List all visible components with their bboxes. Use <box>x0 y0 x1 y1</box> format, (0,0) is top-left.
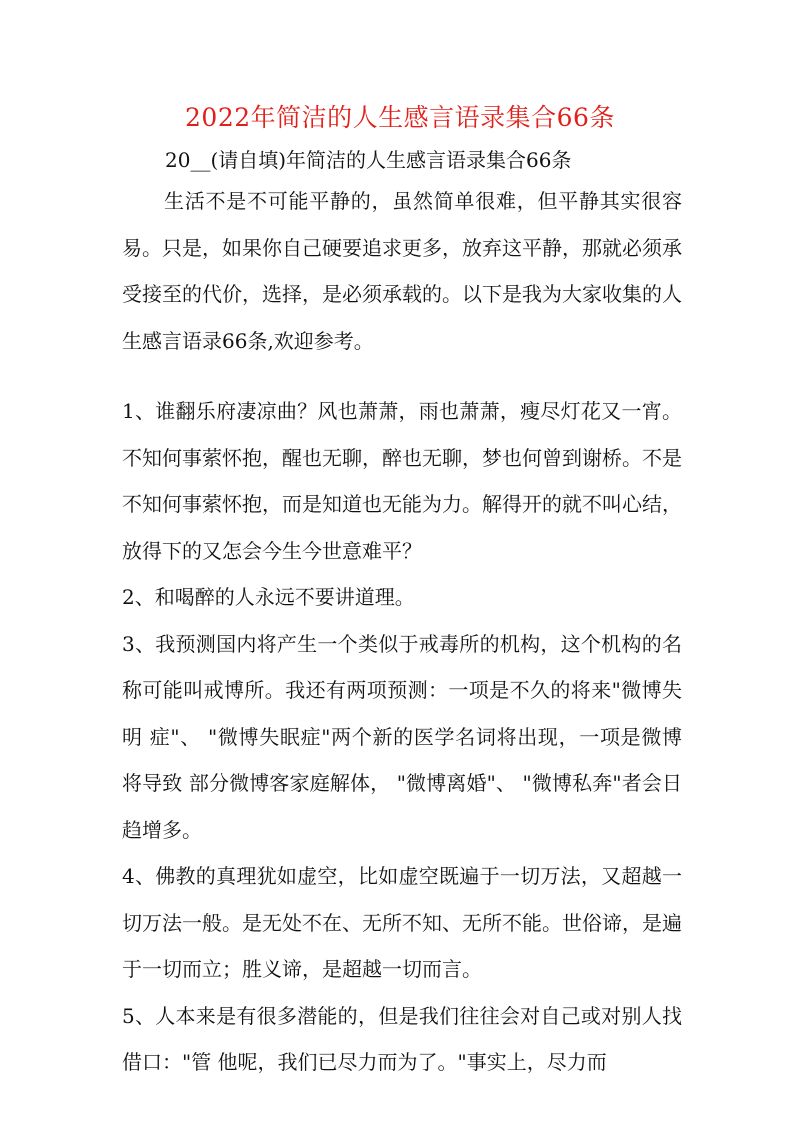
quote-item: 4、佛教的真理犹如虚空，比如虚空既遍于一切万法，又超越一切万法一般。是无处不在、无所不知、无所不能。世俗谛，是遍于一切而立；胜义谛，是超越一切而言。 <box>122 864 682 981</box>
document-subtitle: 20__(请自填)年简洁的人生感言语录集合66条 <box>165 148 572 172</box>
quote-item: 3、我预测国内将产生一个类似于戒毒所的机构，这个机构的名 称可能叫戒博所。我还有两项预测：一项是不久的将来"微博失明 症"、 "微博失眠症"两个新的医学名词将出现，一项是微博将导致 部分微博客家庭解体， "微博离婚"、 "微博私奔"者会日趋增多。 <box>122 631 682 842</box>
quote-item: 1、谁翻乐府凄凉曲？风也萧萧，雨也萧萧，瘦尽灯花又一宵。不知何事萦怀抱，醒也无聊，醉也无聊，梦也何曾到谢桥。不是不知何事萦怀抱，而是知道也无能为力。解得开的就不叫心结，放得下的又怎会今生今世意难平？ <box>122 399 682 563</box>
intro-paragraph: 生活不是不可能平静的，虽然简单很难，但平静其实很容易。只是，如果你自己硬要追求更多，放弃这平静，那就必须承受接至的代价，选择，是必须承载的。以下是我为大家收集的人生感言语录66条,欢迎参考。 <box>122 189 682 353</box>
quote-item: 2、和喝醉的人永远不要讲道理。 <box>122 585 415 609</box>
document-title: 2022年简洁的人生感言语录集合66条 <box>185 103 615 132</box>
quote-item: 5、人本来是有很多潜能的，但是我们往往会对自己或对别人找借口："管 他呢，我们已尽力而为了。"事实上，尽力而 <box>122 1003 682 1074</box>
quote-list <box>122 388 682 1086</box>
